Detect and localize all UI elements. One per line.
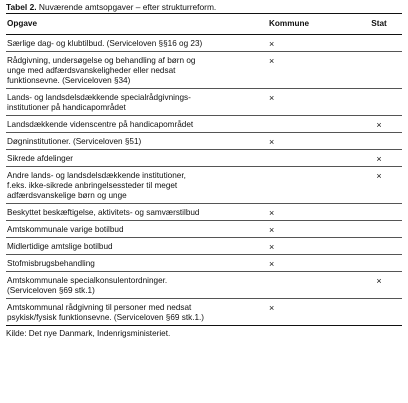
task-text-line: Lands- og landsdelsdækkende specialrådgivnings-	[7, 93, 191, 102]
task-text-line: Amtskommunale specialkonsulentordninger.	[7, 276, 168, 285]
kommune-mark-cell	[268, 238, 346, 255]
table-caption-label: Tabel 2.	[6, 2, 37, 12]
stat-mark-cell	[346, 299, 402, 326]
table-header-row	[6, 14, 402, 35]
table-body	[6, 35, 402, 326]
task-text-line: Stofmisbrugsbehandling	[7, 259, 95, 268]
stat-mark-cell	[346, 204, 402, 221]
table-row	[6, 52, 402, 89]
kommune-mark-cell	[268, 52, 346, 89]
table-row	[6, 238, 402, 255]
task-text-line: Sikrede afdelinger	[7, 154, 73, 163]
stat-mark-cell	[346, 238, 402, 255]
stat-mark-cell	[346, 52, 402, 89]
cross-mark-icon: ×	[269, 137, 275, 147]
kommune-mark-cell	[268, 255, 346, 272]
task-text-line: f.eks. ikke-sikrede anbringelsessteder til meget	[7, 181, 178, 190]
task-text-line: funktionsevne. (Serviceloven §34)	[7, 76, 131, 85]
kommune-mark-cell	[268, 89, 346, 116]
stat-mark-cell	[346, 272, 402, 299]
task-cell	[6, 150, 268, 167]
header-stat: Stat	[346, 14, 402, 35]
task-text-line: adfærdsvanskelige børn og unge	[7, 191, 127, 200]
table-row	[6, 255, 402, 272]
table-row	[6, 150, 402, 167]
table-row	[6, 204, 402, 221]
stat-mark-cell	[346, 133, 402, 150]
task-text-line: Amtskommunale varige botilbud	[7, 225, 124, 234]
task-cell	[6, 133, 268, 150]
task-cell	[6, 167, 268, 204]
task-cell	[6, 272, 268, 299]
stat-mark-cell	[346, 89, 402, 116]
table-row	[6, 167, 402, 204]
task-text-line: Døgninstitutioner. (Serviceloven §51)	[7, 137, 142, 146]
kommune-mark-cell	[268, 204, 346, 221]
table-row	[6, 116, 402, 133]
kommune-mark-cell	[268, 167, 346, 204]
kommune-mark-cell	[268, 133, 346, 150]
kommune-mark-cell	[268, 150, 346, 167]
header-kommune: Kommune	[268, 14, 346, 35]
table-row	[6, 272, 402, 299]
kommune-mark-cell	[268, 35, 346, 52]
stat-mark-cell	[346, 150, 402, 167]
task-text-line: Beskyttet beskæftigelse, aktivitets- og samværstilbud	[7, 208, 200, 217]
kommune-mark-cell	[268, 299, 346, 326]
task-cell	[6, 221, 268, 238]
task-text-line: (Serviceloven §69 stk.1)	[7, 286, 95, 295]
stat-mark-cell	[346, 255, 402, 272]
cross-mark-icon: ×	[269, 259, 275, 269]
task-text-line: unge med adfærdsvanskeligheder eller nedsat	[7, 66, 176, 75]
task-cell	[6, 255, 268, 272]
cross-mark-icon: ×	[376, 154, 382, 164]
task-text-line: psykisk/fysisk funktionsevne. (Serviceloven §69 stk.1.)	[7, 313, 205, 322]
cross-mark-icon: ×	[269, 303, 275, 313]
kommune-mark-cell	[268, 116, 346, 133]
stat-mark-cell	[346, 221, 402, 238]
task-text-line: institutioner på handicapområdet	[7, 103, 126, 112]
table-row	[6, 35, 402, 52]
table-row	[6, 221, 402, 238]
cross-mark-icon: ×	[269, 208, 275, 218]
kommune-mark-cell	[268, 221, 346, 238]
source-note: Kilde: Det nye Danmark, Indenrigsministeriet.	[6, 329, 171, 338]
task-cell	[6, 299, 268, 326]
task-cell	[6, 89, 268, 116]
task-cell	[6, 35, 268, 52]
cross-mark-icon: ×	[376, 171, 382, 181]
task-text-line: Amtskommunal rådgivning til personer med nedsat	[7, 303, 192, 312]
cross-mark-icon: ×	[269, 39, 275, 49]
cross-mark-icon: ×	[269, 56, 275, 66]
header-opgave: Opgave	[6, 14, 268, 35]
cross-mark-icon: ×	[269, 225, 275, 235]
task-cell	[6, 116, 268, 133]
task-text-line: Andre lands- og landsdelsdækkende institutioner,	[7, 171, 186, 180]
cross-mark-icon: ×	[376, 120, 382, 130]
stat-mark-cell	[346, 35, 402, 52]
table-caption-text: Nuværende amtsopgaver – efter strukturreform.	[38, 2, 217, 12]
cross-mark-icon: ×	[269, 93, 275, 103]
task-text-line: Særlige dag- og klubtilbud. (Serviceloven §§16 og 23)	[7, 39, 203, 48]
task-cell	[6, 238, 268, 255]
kommune-mark-cell	[268, 272, 346, 299]
table-caption	[6, 2, 402, 13]
stat-mark-cell	[346, 116, 402, 133]
task-text-line: Rådgivning, undersøgelse og behandling af børn og	[7, 56, 196, 65]
task-text-line: Midlertidige amtslige botilbud	[7, 242, 113, 251]
table-row	[6, 299, 402, 326]
stat-mark-cell	[346, 167, 402, 204]
tasks-table	[6, 14, 402, 326]
task-text-line: Landsdækkende videnscentre på handicapområdet	[7, 120, 194, 129]
table-row	[6, 89, 402, 116]
task-cell	[6, 52, 268, 89]
table-row	[6, 133, 402, 150]
cross-mark-icon: ×	[269, 242, 275, 252]
cross-mark-icon: ×	[376, 276, 382, 286]
task-cell	[6, 204, 268, 221]
